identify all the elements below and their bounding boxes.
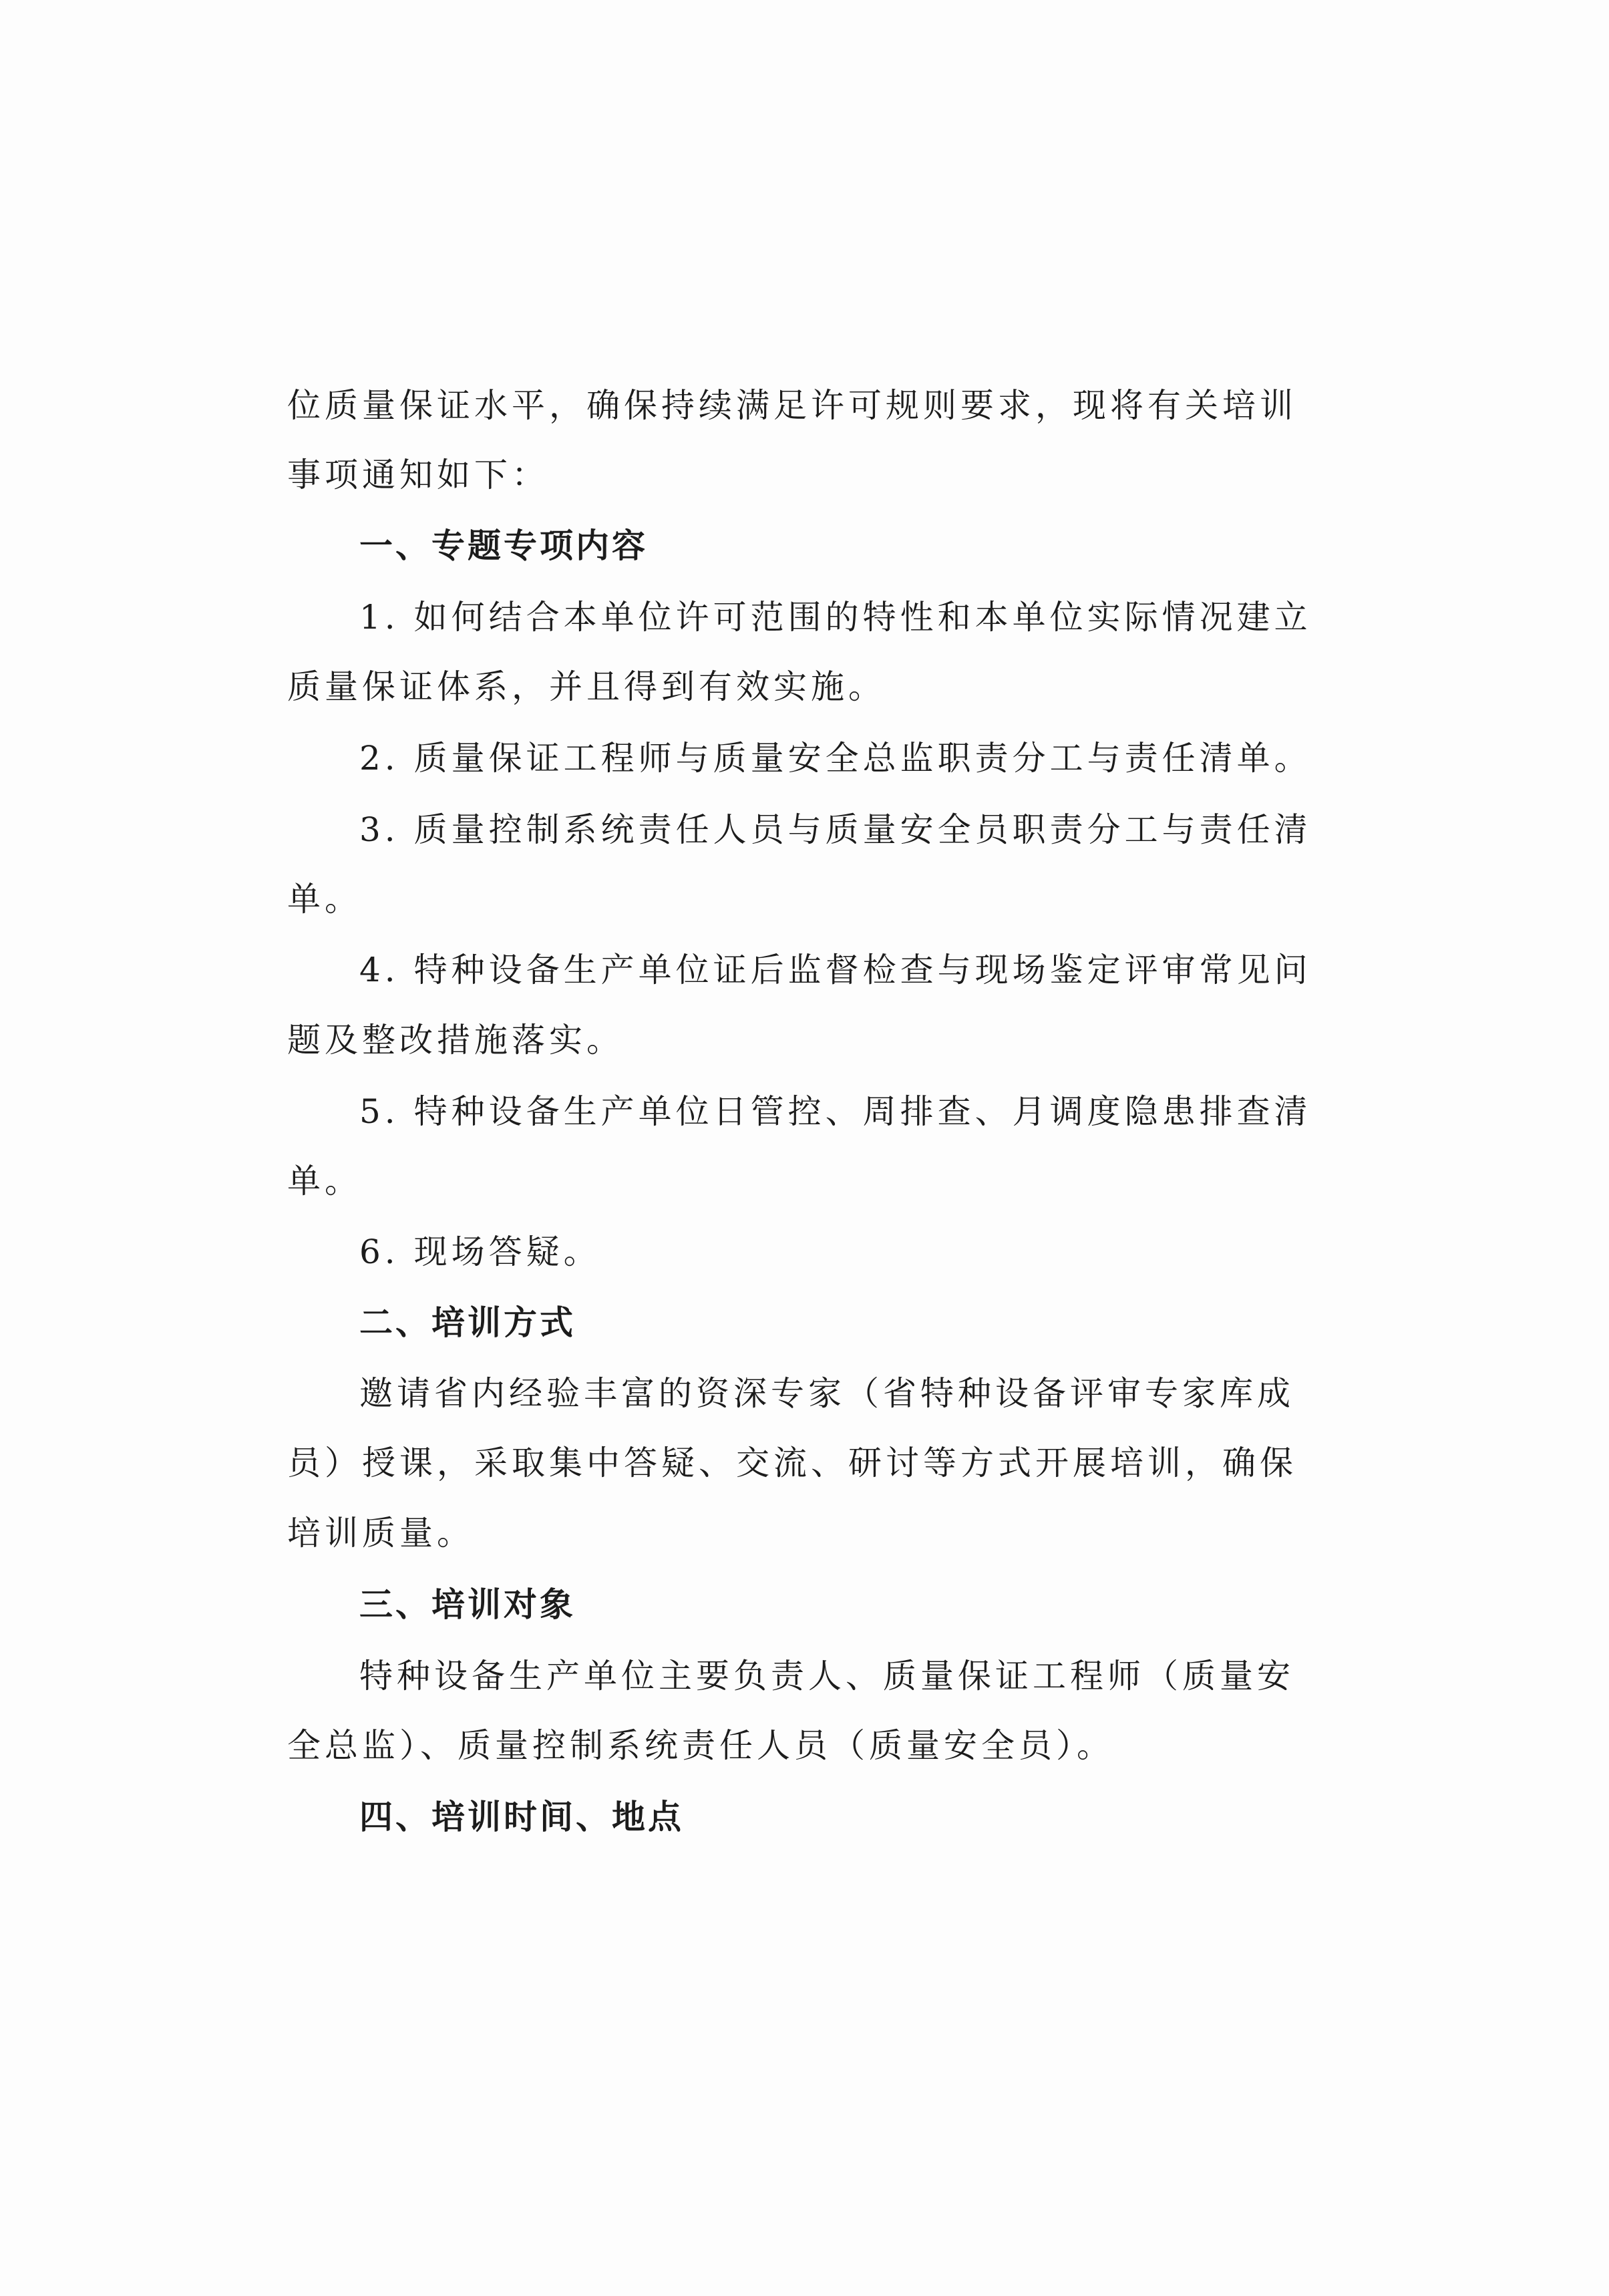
- section-2-line-2: 员）授课，采取集中答疑、交流、研讨等方式开展培训，确保: [287, 1444, 1297, 1482]
- section-1-item-1-line-2: 质量保证体系，并且得到有效实施。: [287, 667, 886, 706]
- section-1-item-3-line-2: 单。: [287, 880, 362, 919]
- section-1-item-5-line-2: 单。: [287, 1162, 362, 1200]
- section-1-item-4-line-2: 题及整改措施落实。: [287, 1021, 624, 1059]
- section-1-item-3-line-1: 3. 质量控制系统责任人员与质量安全员职责分工与责任清: [359, 810, 1312, 849]
- section-2-heading: 二、培训方式: [359, 1303, 576, 1342]
- section-1-item-1-line-1: 1. 如何结合本单位许可范围的特性和本单位实际情况建立: [359, 598, 1312, 637]
- section-4-heading: 四、培训时间、地点: [359, 1798, 684, 1836]
- section-1-heading: 一、专题专项内容: [359, 526, 648, 565]
- intro-line-2: 事项通知如下：: [287, 456, 549, 494]
- section-3-line-1: 特种设备生产单位主要负责人、质量保证工程师（质量安: [359, 1657, 1294, 1695]
- section-1-item-2: 2. 质量保证工程师与质量安全总监职责分工与责任清单。: [359, 739, 1312, 778]
- section-3-heading: 三、培训对象: [359, 1585, 576, 1624]
- section-1-item-5-line-1: 5. 特种设备生产单位日管控、周排查、月调度隐患排查清: [359, 1092, 1312, 1131]
- intro-line-1: 位质量保证水平，确保持续满足许可规则要求，现将有关培训: [287, 386, 1297, 425]
- section-2-line-1: 邀请省内经验丰富的资深专家（省特种设备评审专家库成: [359, 1374, 1294, 1413]
- section-1-item-4-line-1: 4. 特种设备生产单位证后监督检查与现场鉴定评审常见问: [359, 951, 1312, 989]
- section-2-line-3: 培训质量。: [287, 1514, 474, 1552]
- section-1-item-6: 6. 现场答疑。: [359, 1233, 601, 1271]
- section-3-line-2: 全总监）、质量控制系统责任人员（质量安全员）。: [287, 1726, 1114, 1765]
